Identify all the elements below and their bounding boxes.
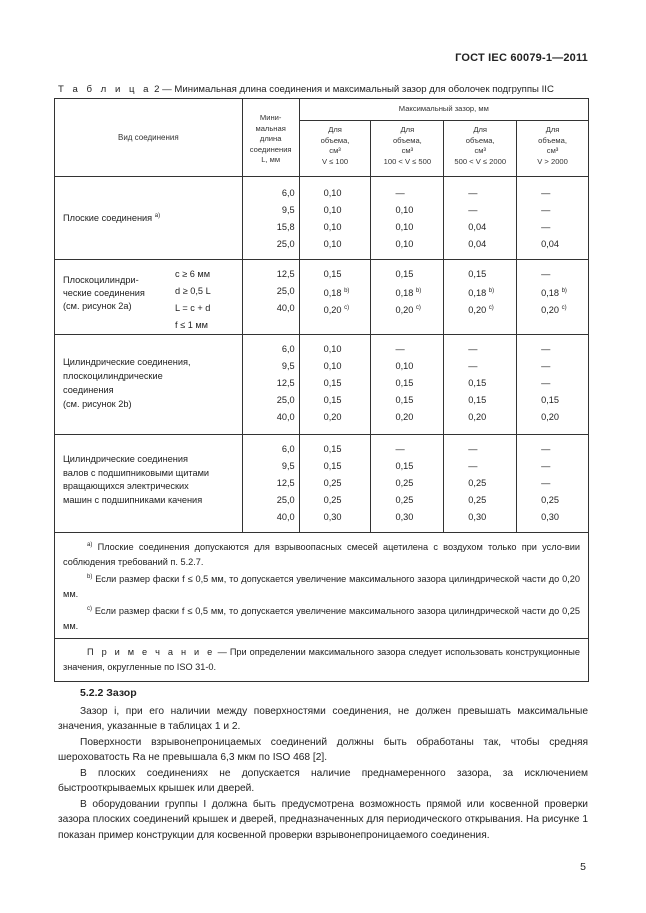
gap-v3-flat: — — 0,04 0,04: [444, 177, 517, 260]
table-row-shaft: [55, 435, 589, 533]
caption-label: Т а б л и ц а: [58, 84, 152, 95]
joint-name-shaft: Цилиндрические соединения валов с подшипниковыми щитами вращающихся электрических машин с подшипниками качения: [55, 435, 243, 533]
document-header: ГОСТ IEC 60079-1—2011: [455, 52, 588, 64]
joint-name-cylindrical: Цилиндрические соединения, плоскоцилиндрические соединения (см. рисунок 2b): [55, 335, 243, 435]
section-5-2-2: [58, 686, 588, 843]
gap-v2-shaft: — 0,15 0,25 0,25 0,30: [371, 435, 444, 533]
header-max-gap: Максимальный зазор, мм: [299, 99, 588, 121]
gap-v2-flat: — 0,10 0,10 0,10: [371, 177, 444, 260]
gap-v1-cylindrical: 0,10 0,10 0,15 0,15 0,20: [299, 335, 371, 435]
header-volume-4: Для объема, см³ V > 2000: [517, 121, 589, 177]
table-footnotes: $^{a)}$ Плоские соединения допускаются для взрывоопасных смесей ацетилена с воздухом только при усло-вии соблюдения требований п. 5.2.7. $^{b)}$ Если размер фаски f ≤ 0,5 мм, то допускается увеличение максимального зазора цилиндрической части до 0,20 мм. $^{c)}$ Если размер фаски f ≤ 0,5 мм, то допускается увеличение максимального зазора цилиндрической части до 0,25 мм.: [55, 533, 589, 639]
caption-text: 2 — Минимальная длина соединения и максимальный зазор для оболочек подгруппы IIC: [154, 84, 554, 95]
gap-v3-cylindrical: — — 0,15 0,15 0,20: [444, 335, 517, 435]
header-joint-type: Вид соединения: [55, 99, 243, 177]
table-row-flat-cylindrical: [55, 260, 589, 335]
page-number: 5: [580, 861, 586, 873]
gap-v4-flat-cyl: — 0,18 $^{b)}$ 0,20 $^{c)}$: [517, 260, 589, 335]
header-volume-3: Для объема, см³ 500 < V ≤ 2000: [444, 121, 517, 177]
table-row-flat: [55, 177, 589, 260]
paragraph: В оборудовании группы I должна быть предусмотрена возможность прямой или косвенной проверки зазора плоских соединений крышек и дверей, предназначенных для периодического открывания. На рисунке 1 показан пример конструкции для косвенной проверки взрывонепроницаемого соединения.: [58, 798, 588, 841]
gap-v4-shaft: — — — 0,25 0,30: [517, 435, 589, 533]
lengths-shaft: 6,0 9,5 12,5 25,0 40,0: [242, 435, 299, 533]
gap-v3-flat-cyl: 0,15 0,18 $^{b)}$ 0,20 $^{c)}$: [444, 260, 517, 335]
section-title: 5.2.2 Зазор: [80, 687, 137, 699]
gap-v1-flat-cyl: 0,15 0,18 $^{b)}$ 0,20 $^{c)}$: [299, 260, 371, 335]
lengths-cylindrical: 6,0 9,5 12,5 25,0 40,0: [242, 335, 299, 435]
header-volume-1: Для объема, см³ V ≤ 100: [299, 121, 371, 177]
gap-v2-cylindrical: — 0,10 0,15 0,15 0,20: [371, 335, 444, 435]
gap-v4-flat: — — — 0,04: [517, 177, 589, 260]
joint-name-flat-cyl: Плоскоцилиндри- ческие соединения (см. рисунок 2а) c ≥ 6 мм d ≥ 0,5 L L = c + d f ≤ 1 мм: [55, 260, 243, 335]
joint-conditions: c ≥ 6 мм d ≥ 0,5 L L = c + d f ≤ 1 мм: [175, 269, 211, 330]
header-min-length: Мини- мальная длина соединения L, мм: [242, 99, 299, 177]
paragraph: Зазор i, при его наличии между поверхностями соединения, не должен превышать максимальные значения, указанные в таблицах 1 и 2.: [58, 705, 588, 732]
paragraph: В плоских соединениях не допускается наличие преднамеренного зазора, за исключением быстрооткрываемых крышек или дверей.: [58, 767, 588, 794]
gap-v1-shaft: 0,15 0,15 0,25 0,25 0,30: [299, 435, 371, 533]
paragraph: Поверхности взрывонепроницаемых соединений должны быть обработаны так, чтобы средняя шероховатость Ra не превышала 6,3 мкм по ISO 468 [2].: [58, 736, 588, 763]
table-row-cylindrical: [55, 335, 589, 435]
table-caption: [58, 84, 554, 95]
gap-v4-cylindrical: — — — 0,15 0,20: [517, 335, 589, 435]
gap-v2-flat-cyl: 0,15 0,18 $^{b)}$ 0,20 $^{c)}$: [371, 260, 444, 335]
lengths-flat-cyl: 12,5 25,0 40,0: [242, 260, 299, 335]
header-volume-2: Для объема, см³ 100 < V ≤ 500: [371, 121, 444, 177]
table-note: П р и м е ч а н и е — При определении максимального зазора следует использовать конструкционные значения, округленные по ISO 31-0.: [55, 639, 589, 682]
gap-table: [54, 98, 589, 682]
gap-v1-flat: 0,10 0,10 0,10 0,10: [299, 177, 371, 260]
lengths-flat: 6,0 9,5 15,8 25,0: [242, 177, 299, 260]
gap-v3-shaft: — — 0,25 0,25 0,30: [444, 435, 517, 533]
joint-name-flat: Плоские соединения $^{a)}$: [55, 177, 243, 260]
